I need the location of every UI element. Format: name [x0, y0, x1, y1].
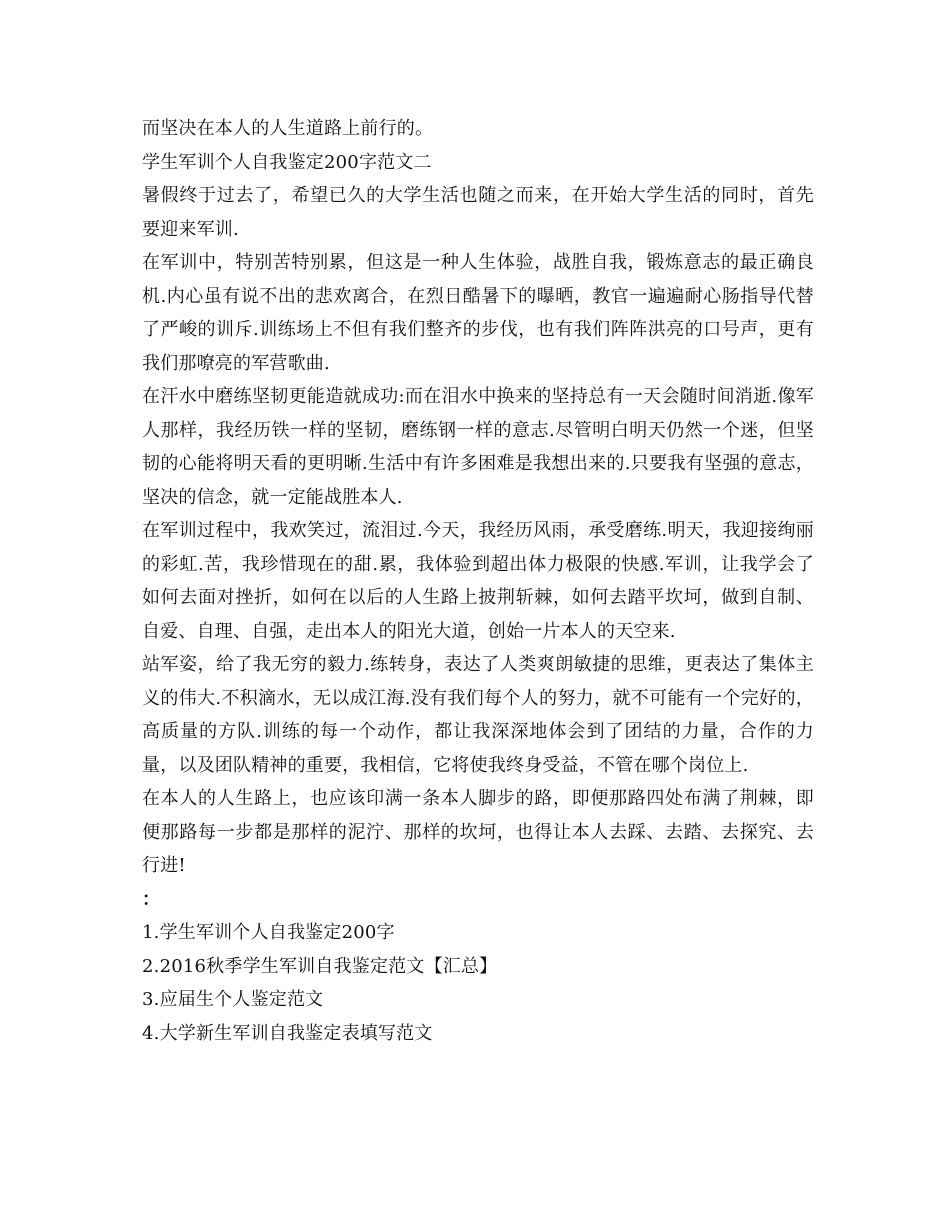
- paragraph: 在军训过程中，我欢笑过，流泪过.今天，我经历风雨，承受磨练.明天，我迎接绚丽的彩虹.苦，我珍惜现在的甜.累，我体验到超出体力极限的快感.军训，让我学会了如何去面对挫折，如何在以后的人生路上披荆斩棘，如何去踏平坎坷，做到自制、自爱、自理、自强，走出本人的阳光大道，创始一片本人的天空来.: [142, 520, 814, 642]
- related-article-link[interactable]: 2.2016秋季学生军训自我鉴定范文【汇总】: [142, 955, 498, 977]
- document-body: [142, 112, 814, 1050]
- paragraph: 暑假终于过去了，希望已久的大学生活也随之而来，在开始大学生活的同时，首先要迎来军训.: [142, 185, 814, 240]
- paragraph-continuation: 而坚决在本人的人生道路上前行的。: [142, 118, 434, 139]
- related-article-link[interactable]: 3.应届生个人鉴定范文: [142, 989, 324, 1010]
- related-article-link[interactable]: 1.学生军训个人自我鉴定200字: [142, 922, 395, 943]
- related-article-link[interactable]: 4.大学新生军训自我鉴定表填写范文: [142, 1022, 433, 1044]
- related-articles-list: [142, 916, 814, 1050]
- paragraph: 在汗水中磨练坚韧更能造就成功:而在泪水中换来的坚持总有一天会随时间消逝.像军人那样，我经历铁一样的坚韧，磨练钢一样的意志.尽管明白明天仍然一个迷，但坚韧的心能将明天看的更明晰.生活中有许多困难是我想出来的.只要我有坚强的意志，坚决的信念，就一定能战胜本人.: [142, 386, 814, 508]
- paragraph: 在军训中，特别苦特别累，但这是一种人生体验，战胜自我，锻炼意志的最正确良机.内心虽有说不出的悲欢离合，在烈日酷暑下的曝晒，教官一遍遍耐心肠指导代替了严峻的训斥.训练场上不但有我们整齐的步伐，也有我们阵阵洪亮的口号声，更有我们那嘹亮的军营歌曲.: [142, 252, 814, 374]
- paragraph: 站军姿，给了我无穷的毅力.练转身，表达了人类爽朗敏捷的思维，更表达了集体主义的伟大.不积滴水，无以成江海.没有我们每个人的努力，就不可能有一个完好的，高质量的方队.训练的每一个动作，都让我深深地体会到了团结的力量，合作的力量，以及团队精神的重要，我相信，它将使我终身受益，不管在哪个岗位上.: [142, 654, 814, 776]
- section-title: 学生军训个人自我鉴定200字范文二: [142, 151, 432, 173]
- related-heading-colon: ：: [142, 888, 161, 910]
- paragraph: 在本人的人生路上，也应该印满一条本人脚步的路，即便那路四处布满了荆棘，即便那路每一步都是那样的泥泞、那样的坎坷，也得让本人去踩、去踏、去探究、去行进!: [142, 788, 814, 876]
